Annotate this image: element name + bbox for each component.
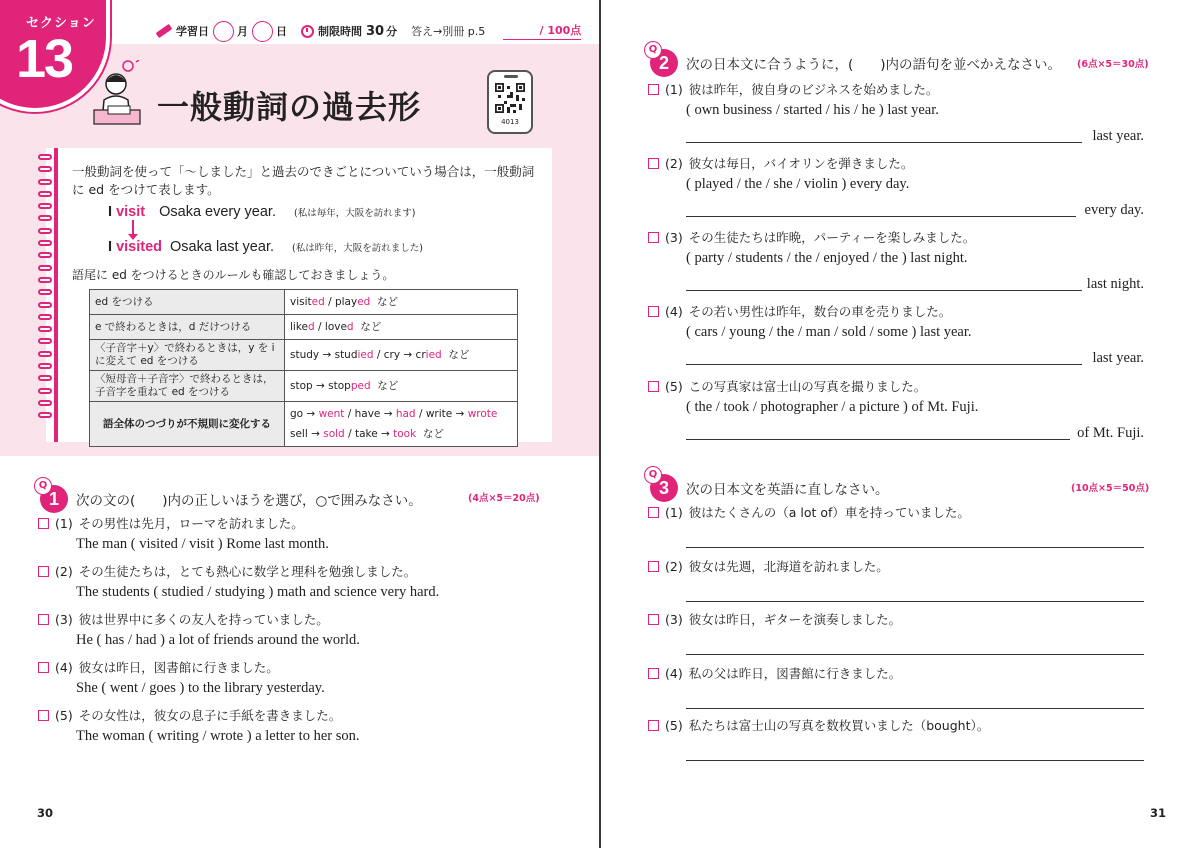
rule-example-text: など [370, 296, 399, 308]
item-english: ( cars / young / the / man / sold / some ) last year. [686, 324, 972, 340]
item-japanese: 彼は世界中に多くの友人を持っていました。 [78, 612, 329, 627]
item-japanese: 私の父は昨日，図書館に行きました。 [688, 666, 902, 681]
qr-code-number: 4013 [501, 118, 519, 126]
q2-item-prompt [648, 228, 975, 246]
rule-example-text: / have → [344, 408, 396, 420]
answer-line[interactable] [686, 364, 1082, 365]
example2-verb: visited [116, 239, 162, 255]
page-number-left: 30 [37, 806, 54, 820]
rule-examples [285, 290, 518, 315]
rule-example-text: sell → [290, 428, 324, 440]
item-number: (3) [665, 611, 683, 627]
item-number: (5) [55, 707, 73, 723]
item-english: ( played / the / she / violin ) every day. [686, 176, 910, 192]
q1-item [38, 562, 439, 601]
rule-example-ending: ied [425, 349, 442, 361]
answer-ending: last year. [1092, 128, 1144, 144]
checkbox[interactable] [648, 614, 659, 625]
checkbox[interactable] [38, 566, 49, 577]
rule-condition: ed をつける [90, 290, 285, 315]
item-japanese: その男性は先月，ローマを訪れました。 [78, 516, 304, 531]
item-japanese: 彼女は昨日，図書館に行きました。 [78, 660, 279, 675]
rule-condition: 〈子音字＋y〉で終わるときは，y を i に変えて ed をつける [90, 340, 285, 371]
q3-item-prompt [648, 716, 989, 734]
q1-points: (4点×5＝20点) [468, 493, 540, 504]
item-number: (1) [665, 81, 683, 97]
item-japanese: この写真家は富士山の写真を撮りました。 [688, 379, 927, 394]
q3-item [648, 664, 901, 682]
rule-example-text: like [290, 321, 309, 333]
right-page [601, 0, 1200, 848]
item-english: He ( has / had ) a lot of friends around the world. [76, 632, 360, 648]
section-label: セクション [26, 16, 96, 31]
page-number-right: 31 [1150, 806, 1167, 820]
rule-example-text: など [370, 380, 399, 392]
pencil-icon [156, 24, 173, 38]
q1-number: 1 [40, 485, 68, 513]
day-input[interactable] [252, 21, 273, 42]
section-number: 13 [16, 29, 73, 89]
q2-item-prompt [648, 80, 939, 98]
answer-line[interactable] [686, 142, 1082, 143]
q3-item-prompt [648, 664, 901, 682]
item-japanese: 彼女は毎日，バイオリンを弾きました。 [688, 156, 914, 171]
q3-header [648, 469, 889, 502]
item-japanese: その若い男性は昨年，数台の車を売りました。 [688, 304, 952, 319]
checkbox[interactable] [648, 232, 659, 243]
explanation-card [46, 148, 552, 442]
ed-rules-table [89, 289, 518, 447]
checkbox[interactable] [648, 381, 659, 392]
q3-number: 3 [650, 474, 678, 502]
q-icon: Q [644, 466, 662, 484]
rule-example-text: / write → [415, 408, 468, 420]
rule-example-text: go → [290, 408, 319, 420]
rule-example-line [290, 376, 512, 396]
q2-item-prompt [648, 154, 913, 172]
checkbox[interactable] [38, 662, 49, 673]
q2-item [648, 80, 939, 119]
phone-qr-frame [487, 70, 533, 134]
example1-note: (私は毎年，大阪を訪れます) [294, 208, 416, 219]
rule-example-text: / cry → cr [373, 349, 426, 361]
time-limit-unit: 分 [386, 25, 398, 38]
checkbox[interactable] [648, 507, 659, 518]
checkbox[interactable] [648, 561, 659, 572]
item-number: (5) [665, 717, 683, 733]
q3-item-prompt [648, 503, 970, 521]
rule-row [90, 315, 518, 340]
q3-item [648, 557, 889, 575]
rule-example-line [290, 424, 512, 444]
item-english: ( own business / started / his / he ) last year. [686, 102, 939, 118]
q-icon: Q [34, 477, 52, 495]
item-number: (2) [665, 558, 683, 574]
item-number: (3) [55, 611, 73, 627]
rule-examples [285, 402, 518, 447]
time-limit-value: 30 [366, 23, 385, 39]
rule-example-ending: ed [357, 296, 371, 308]
item-english: ( party / students / the / enjoyed / the ) last night. [686, 250, 968, 266]
clock-icon [301, 25, 314, 38]
checkbox[interactable] [648, 158, 659, 169]
answer-ending: last night. [1086, 276, 1144, 292]
item-japanese: 私たちは富士山の写真を数枚買いました（bought）。 [688, 718, 990, 733]
q2-header [648, 44, 1062, 77]
rule-condition: 語全体のつづりが不規則に変化する [90, 402, 285, 447]
studying-person-icon [88, 60, 150, 130]
rule-row [90, 340, 518, 371]
answer-line[interactable] [686, 654, 1144, 655]
example2-note: (私は昨年，大阪を訪れました) [292, 243, 423, 254]
example-past [108, 239, 423, 255]
example1-subject: I [108, 204, 113, 220]
notebook-rings [38, 154, 56, 440]
month-input[interactable] [213, 21, 234, 42]
checkbox[interactable] [38, 614, 49, 625]
rule-examples [285, 340, 518, 371]
study-date-label: 学習日 [176, 25, 209, 38]
item-number: (4) [665, 303, 683, 319]
rule-example-line [290, 317, 512, 337]
down-arrow-icon [132, 220, 134, 237]
answer-ending: last year. [1092, 350, 1144, 366]
q1-item-prompt [38, 610, 360, 628]
rule-examples [285, 315, 518, 340]
answer-ending: every day. [1084, 202, 1144, 218]
rule-example-line [290, 292, 512, 312]
study-info-row [156, 20, 581, 42]
q3-item [648, 610, 901, 628]
checkbox[interactable] [38, 710, 49, 721]
q2-badge [648, 44, 678, 77]
answer-line[interactable] [686, 760, 1144, 761]
q3-badge [648, 469, 678, 502]
rule-example-text: / love [314, 321, 347, 333]
day-label: 日 [276, 25, 287, 38]
checkbox[interactable] [648, 668, 659, 679]
rule-example-ending: ied [357, 349, 374, 361]
q3-item [648, 716, 989, 734]
item-japanese: その生徒たちは昨晩，パーティーを楽しみました。 [688, 230, 976, 245]
q1-item-prompt [38, 658, 325, 676]
rule-example-ending: d [346, 321, 354, 333]
item-number: (5) [665, 378, 683, 394]
rule-row [90, 402, 518, 447]
qr-code-icon[interactable] [495, 83, 525, 113]
q2-item [648, 228, 975, 267]
rule-condition: e で終わるときは，d だけつける [90, 315, 285, 340]
item-japanese: 彼はたくさんの（a lot of）車を持っていました。 [688, 505, 970, 520]
rule-example-text: / take → [344, 428, 394, 440]
item-number: (1) [55, 515, 73, 531]
rule-example-ending: d [308, 321, 315, 333]
q2-item [648, 377, 978, 416]
q3-item-prompt [648, 557, 889, 575]
answer-line[interactable] [686, 547, 1144, 548]
rule-example-ending: had [395, 408, 416, 420]
rule-example-ending: sold [323, 428, 345, 440]
score-field[interactable] [503, 22, 581, 40]
q1-header [38, 480, 422, 513]
time-limit-label: 制限時間 [318, 25, 362, 38]
example-present [108, 204, 415, 220]
answer-ending: of Mt. Fuji. [1077, 425, 1144, 441]
rule-example-text: など [416, 428, 444, 440]
rule-example-ending: went [318, 408, 345, 420]
q1-item-prompt [38, 514, 329, 532]
item-english: She ( went / goes ) to the library yesterday. [76, 680, 325, 696]
rule-example-text: study → stud [290, 349, 358, 361]
rule-example-text: visit [290, 296, 312, 308]
checkbox[interactable] [648, 306, 659, 317]
q2-item-prompt [648, 377, 978, 395]
rule-example-text: など [353, 321, 382, 333]
q1-item [38, 658, 325, 697]
q2-number: 2 [650, 49, 678, 77]
q1-badge [38, 480, 68, 513]
q-icon: Q [644, 41, 662, 59]
example2-rest: Osaka last year. [170, 239, 274, 255]
q3-item [648, 503, 970, 521]
q2-item [648, 154, 913, 193]
rule-example-text: stop → stop [290, 380, 351, 392]
example2-subject: I [108, 239, 113, 255]
item-number: (4) [665, 665, 683, 681]
item-japanese: その女性は，彼女の息子に手紙を書きました。 [78, 708, 342, 723]
q2-item [648, 302, 972, 341]
item-number: (1) [665, 504, 683, 520]
answer-line[interactable] [686, 290, 1082, 291]
rule-example-ending: ped [350, 380, 371, 392]
q3-title: 次の日本文を英語に直しなさい。 [686, 482, 889, 498]
rule-example-ending: ed [311, 296, 325, 308]
rule-intro: 語尾に ed をつけるときのルールも確認しておきましょう。 [72, 268, 395, 282]
rule-row [90, 371, 518, 402]
page-title: 一般動詞の過去形 [157, 88, 422, 126]
q2-item-prompt [648, 302, 972, 320]
q2-points: (6点×5＝30点) [1077, 59, 1149, 70]
item-english: The students ( studied / studying ) math and science very hard. [76, 584, 440, 600]
rule-example-text: / play [324, 296, 358, 308]
item-japanese: 彼女は先週，北海道を訪れました。 [688, 559, 889, 574]
q1-item-prompt [38, 562, 439, 580]
q1-item [38, 706, 359, 745]
item-number: (4) [55, 659, 73, 675]
rule-example-line [290, 345, 512, 365]
checkbox[interactable] [648, 84, 659, 95]
rule-example-ending: took [393, 428, 417, 440]
q1-item [38, 514, 329, 553]
rule-example-line [290, 404, 512, 424]
item-japanese: その生徒たちは，とても熱心に数学と理科を勉強しました。 [78, 564, 417, 579]
item-english: The man ( visited / visit ) Rome last month. [76, 536, 329, 552]
answers-reference: 答え→別冊 p.5 [411, 25, 486, 38]
rule-example-text: など [441, 349, 470, 361]
item-japanese: 彼は昨年，彼自身のビジネスを始めました。 [688, 82, 939, 97]
item-english: The woman ( writing / wrote ) a letter to her son. [76, 728, 360, 744]
checkbox[interactable] [648, 720, 659, 731]
item-number: (3) [665, 229, 683, 245]
answer-line[interactable] [686, 439, 1070, 440]
q2-title: 次の日本文に合うように，( )内の語句を並べかえなさい。 [686, 57, 1062, 73]
example1-verb: visit [116, 204, 146, 220]
answer-line[interactable] [686, 708, 1144, 709]
q1-item [38, 610, 360, 649]
q1-item-prompt [38, 706, 359, 724]
month-label: 月 [237, 25, 248, 38]
item-english: ( the / took / photographer / a picture ) of Mt. Fuji. [686, 399, 979, 415]
rule-condition: 〈短母音＋子音字〉で終わるときは，子音字を重ねて ed をつける [90, 371, 285, 402]
rule-example-ending: wrote [467, 408, 498, 420]
score-total: / 100点 [539, 24, 582, 37]
checkbox[interactable] [38, 518, 49, 529]
rule-row [90, 290, 518, 315]
q3-item-prompt [648, 610, 901, 628]
item-japanese: 彼女は昨日，ギターを演奏しました。 [688, 612, 902, 627]
q1-title: 次の文の( )内の正しいほうを選び，○で囲みなさい。 [76, 493, 422, 509]
answer-line[interactable] [686, 216, 1076, 217]
phone-speaker [504, 75, 518, 78]
q3-points: (10点×5＝50点) [1071, 483, 1150, 494]
item-number: (2) [55, 563, 73, 579]
rule-examples [285, 371, 518, 402]
item-number: (2) [665, 155, 683, 171]
example1-rest: Osaka every year. [159, 204, 276, 220]
answer-line[interactable] [686, 601, 1144, 602]
explanation-text: 一般動詞を使って「～しました」と過去のできごとについていう場合は，一般動詞に ed をつけて表します。 [72, 164, 535, 197]
